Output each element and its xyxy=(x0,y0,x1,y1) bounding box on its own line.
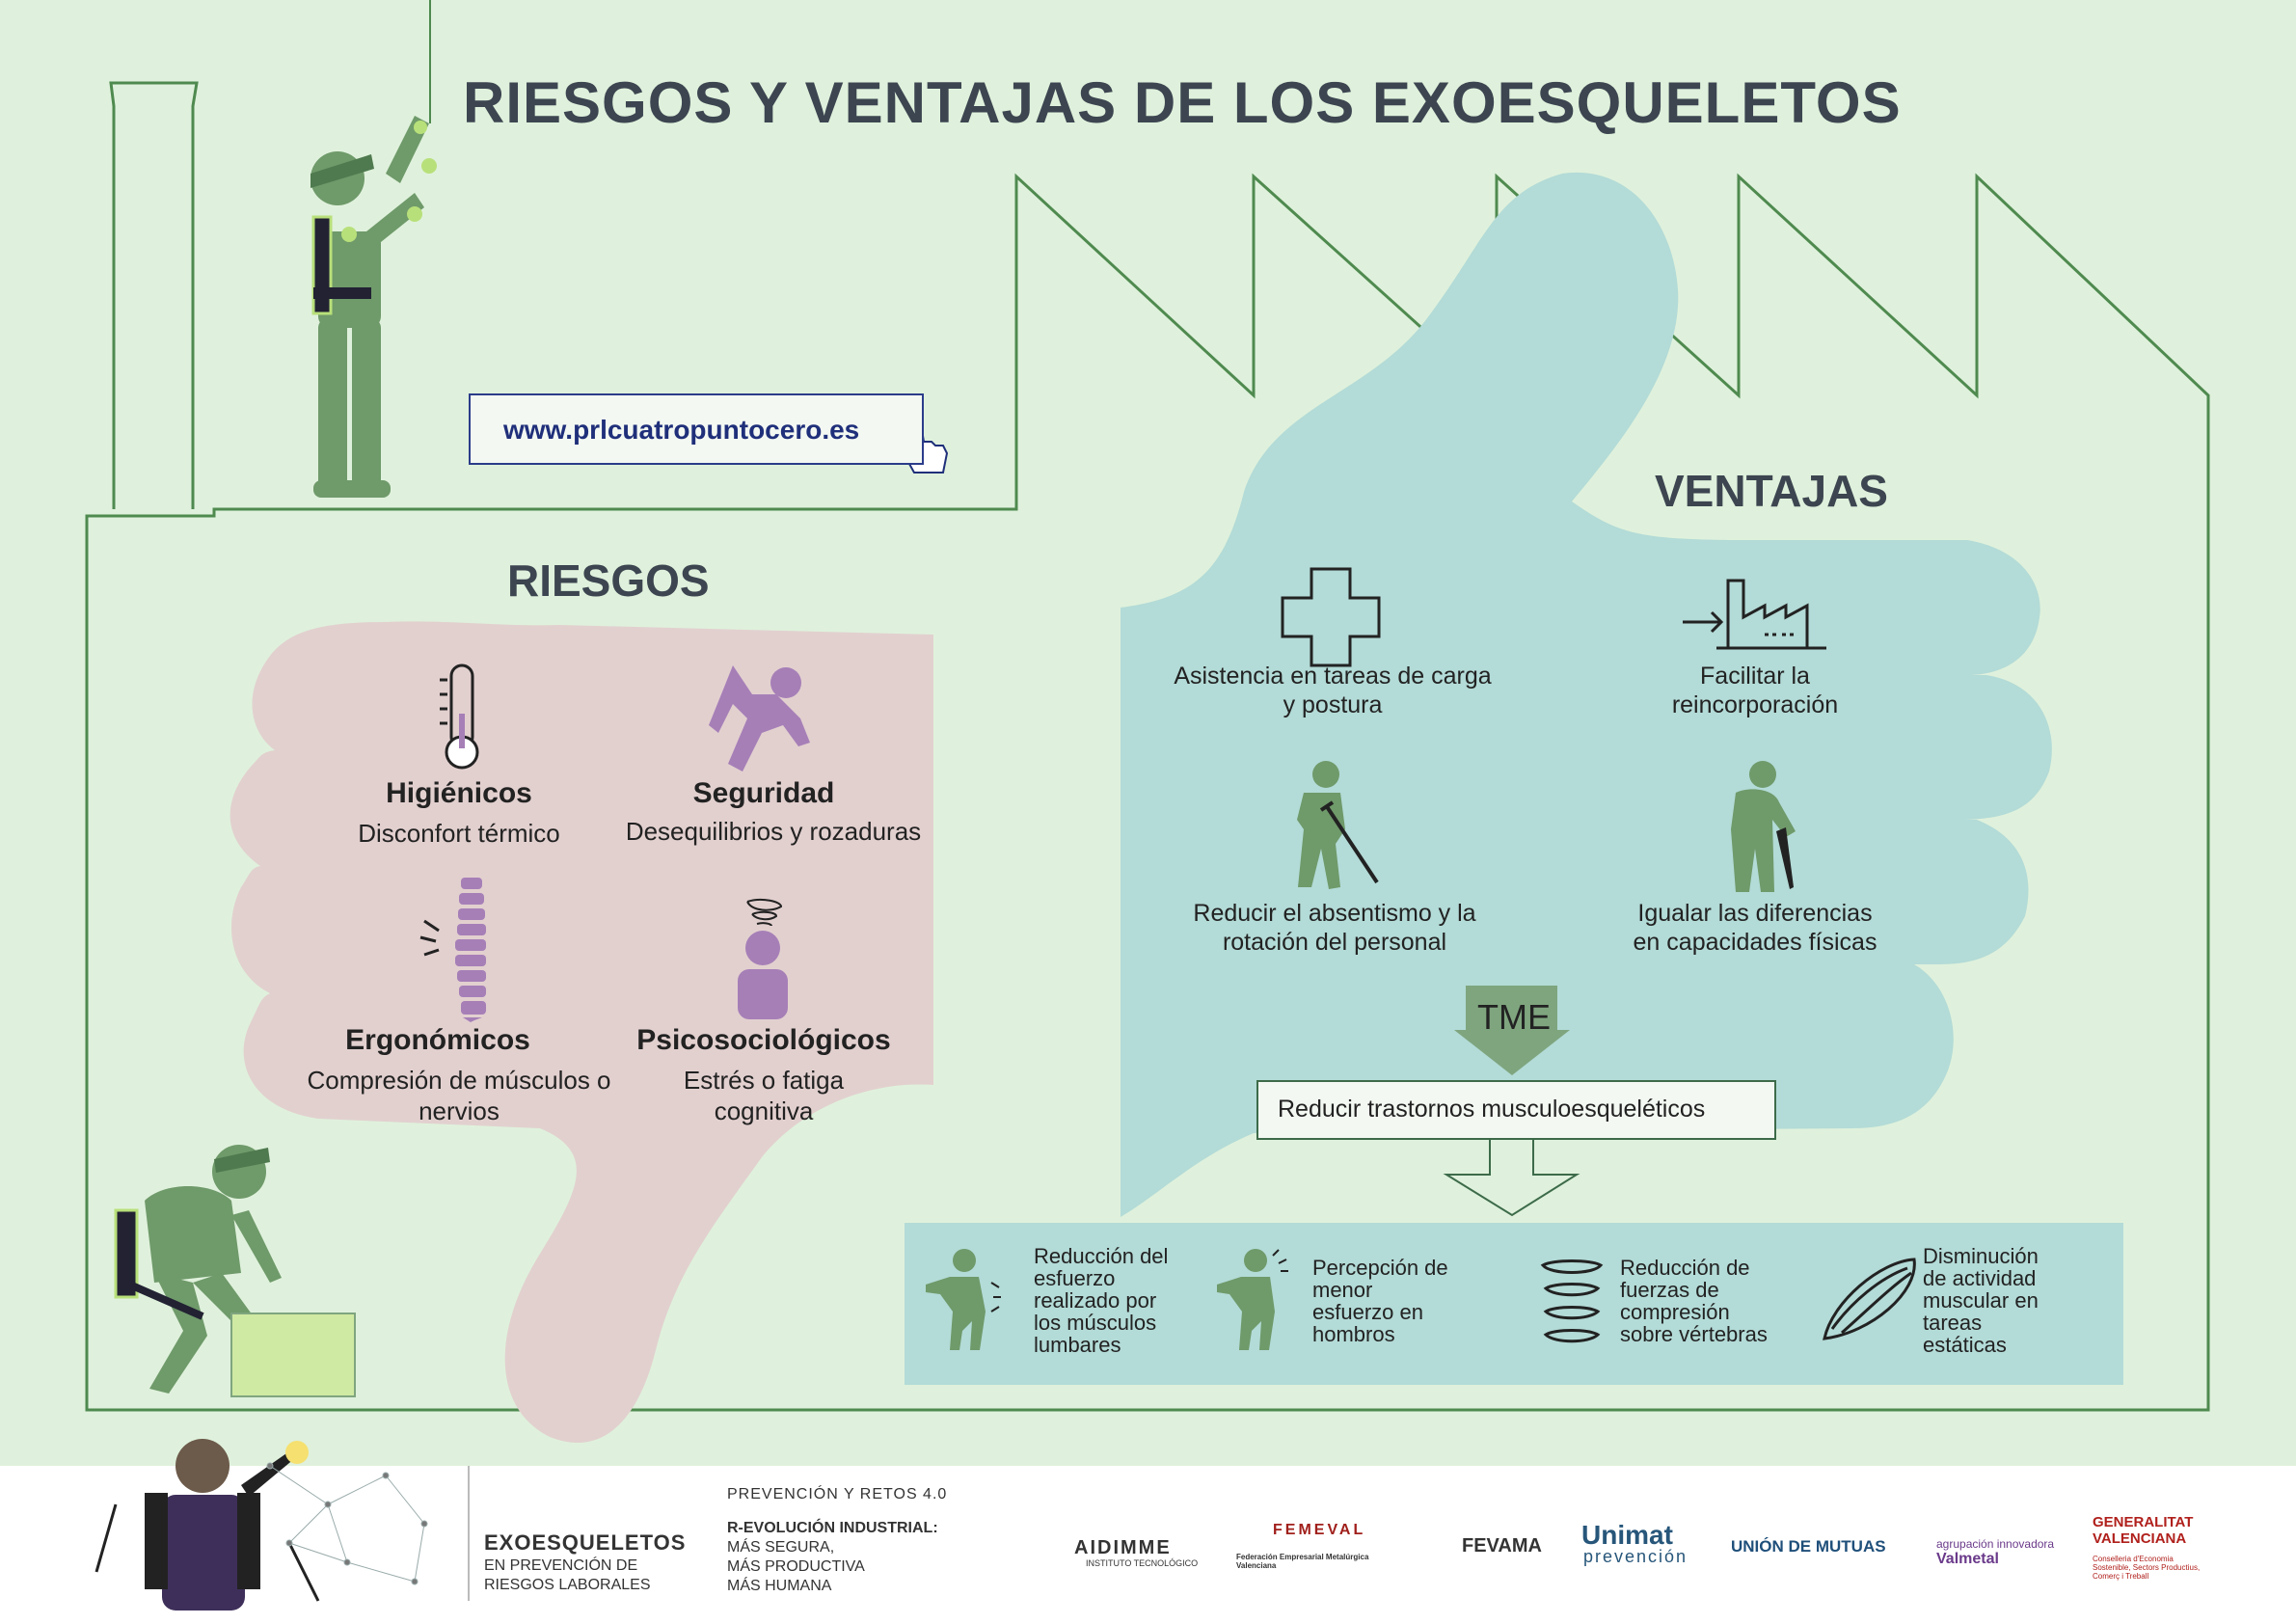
riesgo-higienicos-title: Higiénicos xyxy=(386,777,532,809)
worker-standing-illustration xyxy=(311,116,437,498)
riesgo-psicosociologicos-title: Psicosociológicos xyxy=(636,1024,891,1056)
logo-union-mutuas: UNIÓN DE MUTUAS xyxy=(1731,1537,1886,1556)
riesgo-ergonomicos-title: Ergonómicos xyxy=(345,1024,530,1056)
benefit-vertebras: Reducción de fuerzas de compresión sobre vértebras xyxy=(1620,1256,1768,1346)
benefit-hombros: Percepción de menor esfuerzo en hombros xyxy=(1312,1256,1448,1346)
riesgo-seguridad-desc: Desequilibrios y rozaduras xyxy=(625,817,922,846)
page-title: RIESGOS Y VENTAJAS DE LOS EXOESQUELETOS xyxy=(463,70,1902,135)
logo-generalitat: GENERALITAT VALENCIANA xyxy=(2093,1514,2194,1547)
ventaja-reincorporacion: Facilitar la reincorporación xyxy=(1671,663,1839,718)
worker-crouching-illustration xyxy=(116,1145,355,1396)
logo-unimat: Unimat xyxy=(1581,1520,1673,1550)
logo-femeval: FEMEVAL xyxy=(1273,1522,1366,1538)
logo-valmetal-sub: agrupación innovadora xyxy=(1936,1537,2055,1551)
website-link[interactable] xyxy=(469,393,924,465)
footer-revolution-line-1: MÁS SEGURA, xyxy=(727,1539,835,1556)
riesgos-heading: RIESGOS xyxy=(507,555,710,606)
benefit-muscular: Disminución de actividad muscular en tareas estáticas xyxy=(1923,1244,2039,1357)
footer-network-pattern xyxy=(267,1463,427,1584)
logo-fevama: FEVAMA xyxy=(1462,1535,1542,1556)
footer-revolution-title: R-EVOLUCIÓN INDUSTRIAL: xyxy=(727,1520,938,1536)
down-outline-arrow xyxy=(1446,1138,1577,1215)
riesgo-higienicos-desc: Disconfort térmico xyxy=(358,819,560,848)
tme-box xyxy=(1256,1080,1776,1140)
ventaja-asistencia: Asistencia en tareas de carga y postura xyxy=(1174,663,1492,718)
ventaja-absentismo: Reducir el absentismo y la rotación del personal xyxy=(1193,900,1476,956)
logo-unimat-sub: prevención xyxy=(1583,1547,1688,1566)
website-url[interactable]: www.prlcuatropuntocero.es xyxy=(503,415,860,445)
riesgo-ergonomicos-desc: Compresión de músculos o nervios xyxy=(307,1066,611,1125)
logo-femeval-sub: Federación Empresarial Metalúrgica Valenciana xyxy=(1236,1553,1369,1570)
footer-title: EXOESQUELETOS xyxy=(484,1530,687,1555)
footer-program: PREVENCIÓN Y RETOS 4.0 xyxy=(727,1486,948,1502)
footer-revolution-line-3: MÁS HUMANA xyxy=(727,1578,832,1594)
footer-exoskeleton-figure xyxy=(96,1439,318,1610)
logo-valmetal: Valmetal xyxy=(1936,1551,1999,1567)
ventaja-igualar: Igualar las diferencias en capacidades físicas xyxy=(1633,900,1877,956)
ventajas-heading: VENTAJAS xyxy=(1655,466,1888,516)
footer-revolution xyxy=(727,1519,978,1596)
logo-aidimme-sub: INSTITUTO TECNOLÓGICO xyxy=(1086,1558,1199,1568)
footer-subtitle: EN PREVENCIÓN DE RIESGOS LABORALES xyxy=(484,1557,651,1593)
logo-generalitat-sub: Conselleria d'Economia Sostenible, Sectors Productius, Comerç i Treball xyxy=(2093,1555,2201,1581)
riesgo-psicosociologicos-desc: Estrés o fatiga cognitiva xyxy=(683,1066,845,1125)
tme-label: TME xyxy=(1477,997,1551,1037)
chimney-outline xyxy=(111,83,197,509)
benefit-lumbar: Reducción del esfuerzo realizado por los músculos lumbares xyxy=(1034,1244,1169,1357)
tme-box-label: Reducir trastornos musculoesqueléticos xyxy=(1278,1096,1706,1123)
riesgo-seguridad-title: Seguridad xyxy=(692,777,835,809)
logo-aidimme: AIDIMME xyxy=(1074,1537,1172,1558)
footer-revolution-line-2: MÁS PRODUCTIVA xyxy=(727,1558,865,1575)
